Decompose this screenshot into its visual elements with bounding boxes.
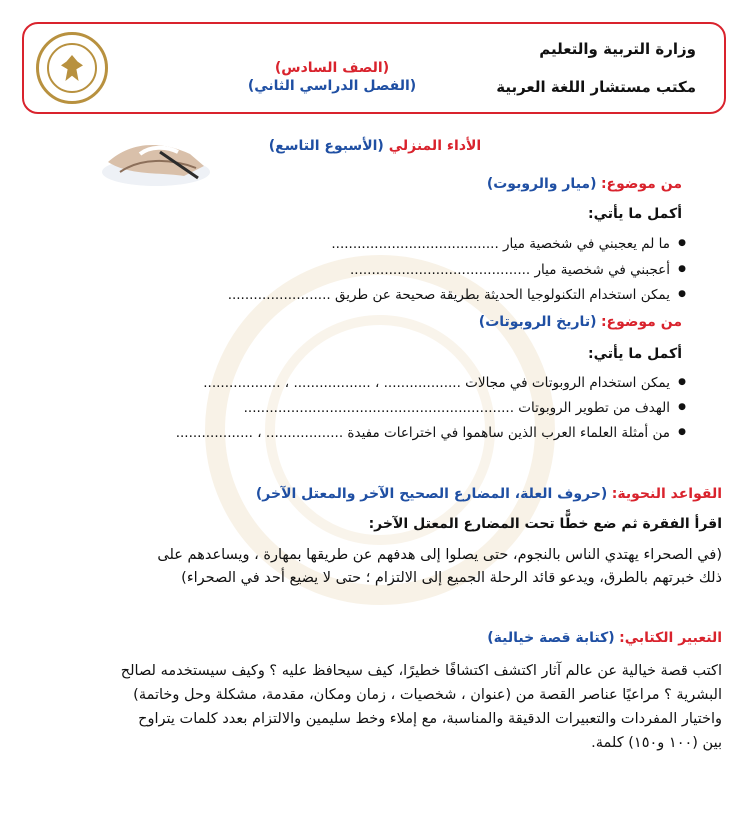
writing-line-1: اكتب قصة خيالية عن عالم آثار اكتشف اكتشافًا خطيرًا، كيف سيحافظ عليه ؟ وكيف سيستخدمه لصالح xyxy=(120,663,722,679)
section1-topic-line xyxy=(487,176,682,192)
section1-instruction: أكمل ما يأتي: xyxy=(587,206,682,222)
grammar-paragraph-line-2: ذلك خبرتهم بالطرق، ويدعو قائد الرحلة الجميع إلى الالتزام ؛ حتى لا يضيع أحد في الصحراء) xyxy=(181,570,722,586)
writing-topic: (كتابة قصة خيالية) xyxy=(487,630,615,646)
section2-item-1: ● يمكن استخدام الروبوتات في مجالات .................. ، .................. ، .................. xyxy=(203,375,670,391)
grammar-label: القواعد النحوية: xyxy=(611,486,722,502)
section2-topic: (تاريخ الروبوتات) xyxy=(478,314,597,330)
section1-item-2: ● أعجبني في شخصية ميار .......................................... xyxy=(350,262,670,278)
term-label: (الفصل الدراسي الثاني) xyxy=(247,78,417,94)
header-box xyxy=(22,22,726,114)
title-label: الأداء المنزلي xyxy=(388,138,482,154)
grammar-topic-line xyxy=(256,486,722,502)
grade-label: (الصف السادس) xyxy=(274,60,390,76)
section1-topic-label: من موضوع: xyxy=(600,176,682,192)
grammar-instruction: اقرأ الفقرة ثم ضع خطًّا تحت المضارع المعتل الآخر: xyxy=(368,516,722,532)
grammar-paragraph-line-1: (في الصحراء يهتدي الناس بالنجوم، حتى يصلوا إلى هدفهم عن طريقها بمهارة ، ويساعدهم على xyxy=(157,547,722,563)
writing-line-2: البشرية ؟ مراعيًا عناصر القصة من (عنوان ، شخصيات ، زمان ومكان، مقدمة، مشكلة وحل وخاتمة) xyxy=(133,687,722,703)
section1-topic: (ميار والروبوت) xyxy=(486,176,597,192)
section2-instruction: أكمل ما يأتي: xyxy=(587,346,682,362)
section2-item-3: ● من أمثلة العلماء العرب الذين ساهموا في اختراعات مفيدة .................. ، .................. xyxy=(176,425,670,441)
writing-topic-line xyxy=(487,630,722,646)
grammar-topic: (حروف العلة، المضارع الصحيح الآخر والمعتل الآخر) xyxy=(255,486,608,502)
office-name: مكتب مستشار اللغة العربية xyxy=(496,78,696,96)
section2-topic-label: من موضوع: xyxy=(600,314,682,330)
ministry-name: وزارة التربية والتعليم xyxy=(539,40,696,58)
section2-item-2: ● الهدف من تطوير الروبوتات ............................................................... xyxy=(244,400,670,416)
section1-item-3: ● يمكن استخدام التكنولوجيا الحديثة بطريقة صحيحة عن طريق ........................ xyxy=(228,287,670,303)
writing-line-4: بين (١٠٠ و١٥٠) كلمة. xyxy=(591,735,722,751)
section2-topic-line xyxy=(479,314,682,330)
writing-label: التعبير الكتابي: xyxy=(619,630,722,646)
homework-title xyxy=(0,138,750,154)
section1-item-1: ● ما لم يعجبني في شخصية ميار ....................................... xyxy=(331,236,670,252)
writing-line-3: واختيار المفردات والتعبيرات الدقيقة والمناسبة، مع إملاء وخط سليمين والالتزام بعدد كلمات يتراوح xyxy=(138,711,722,727)
ministry-seal-icon xyxy=(36,32,108,104)
title-week: (الأسبوع التاسع) xyxy=(268,138,384,154)
eagle-icon xyxy=(61,55,83,81)
